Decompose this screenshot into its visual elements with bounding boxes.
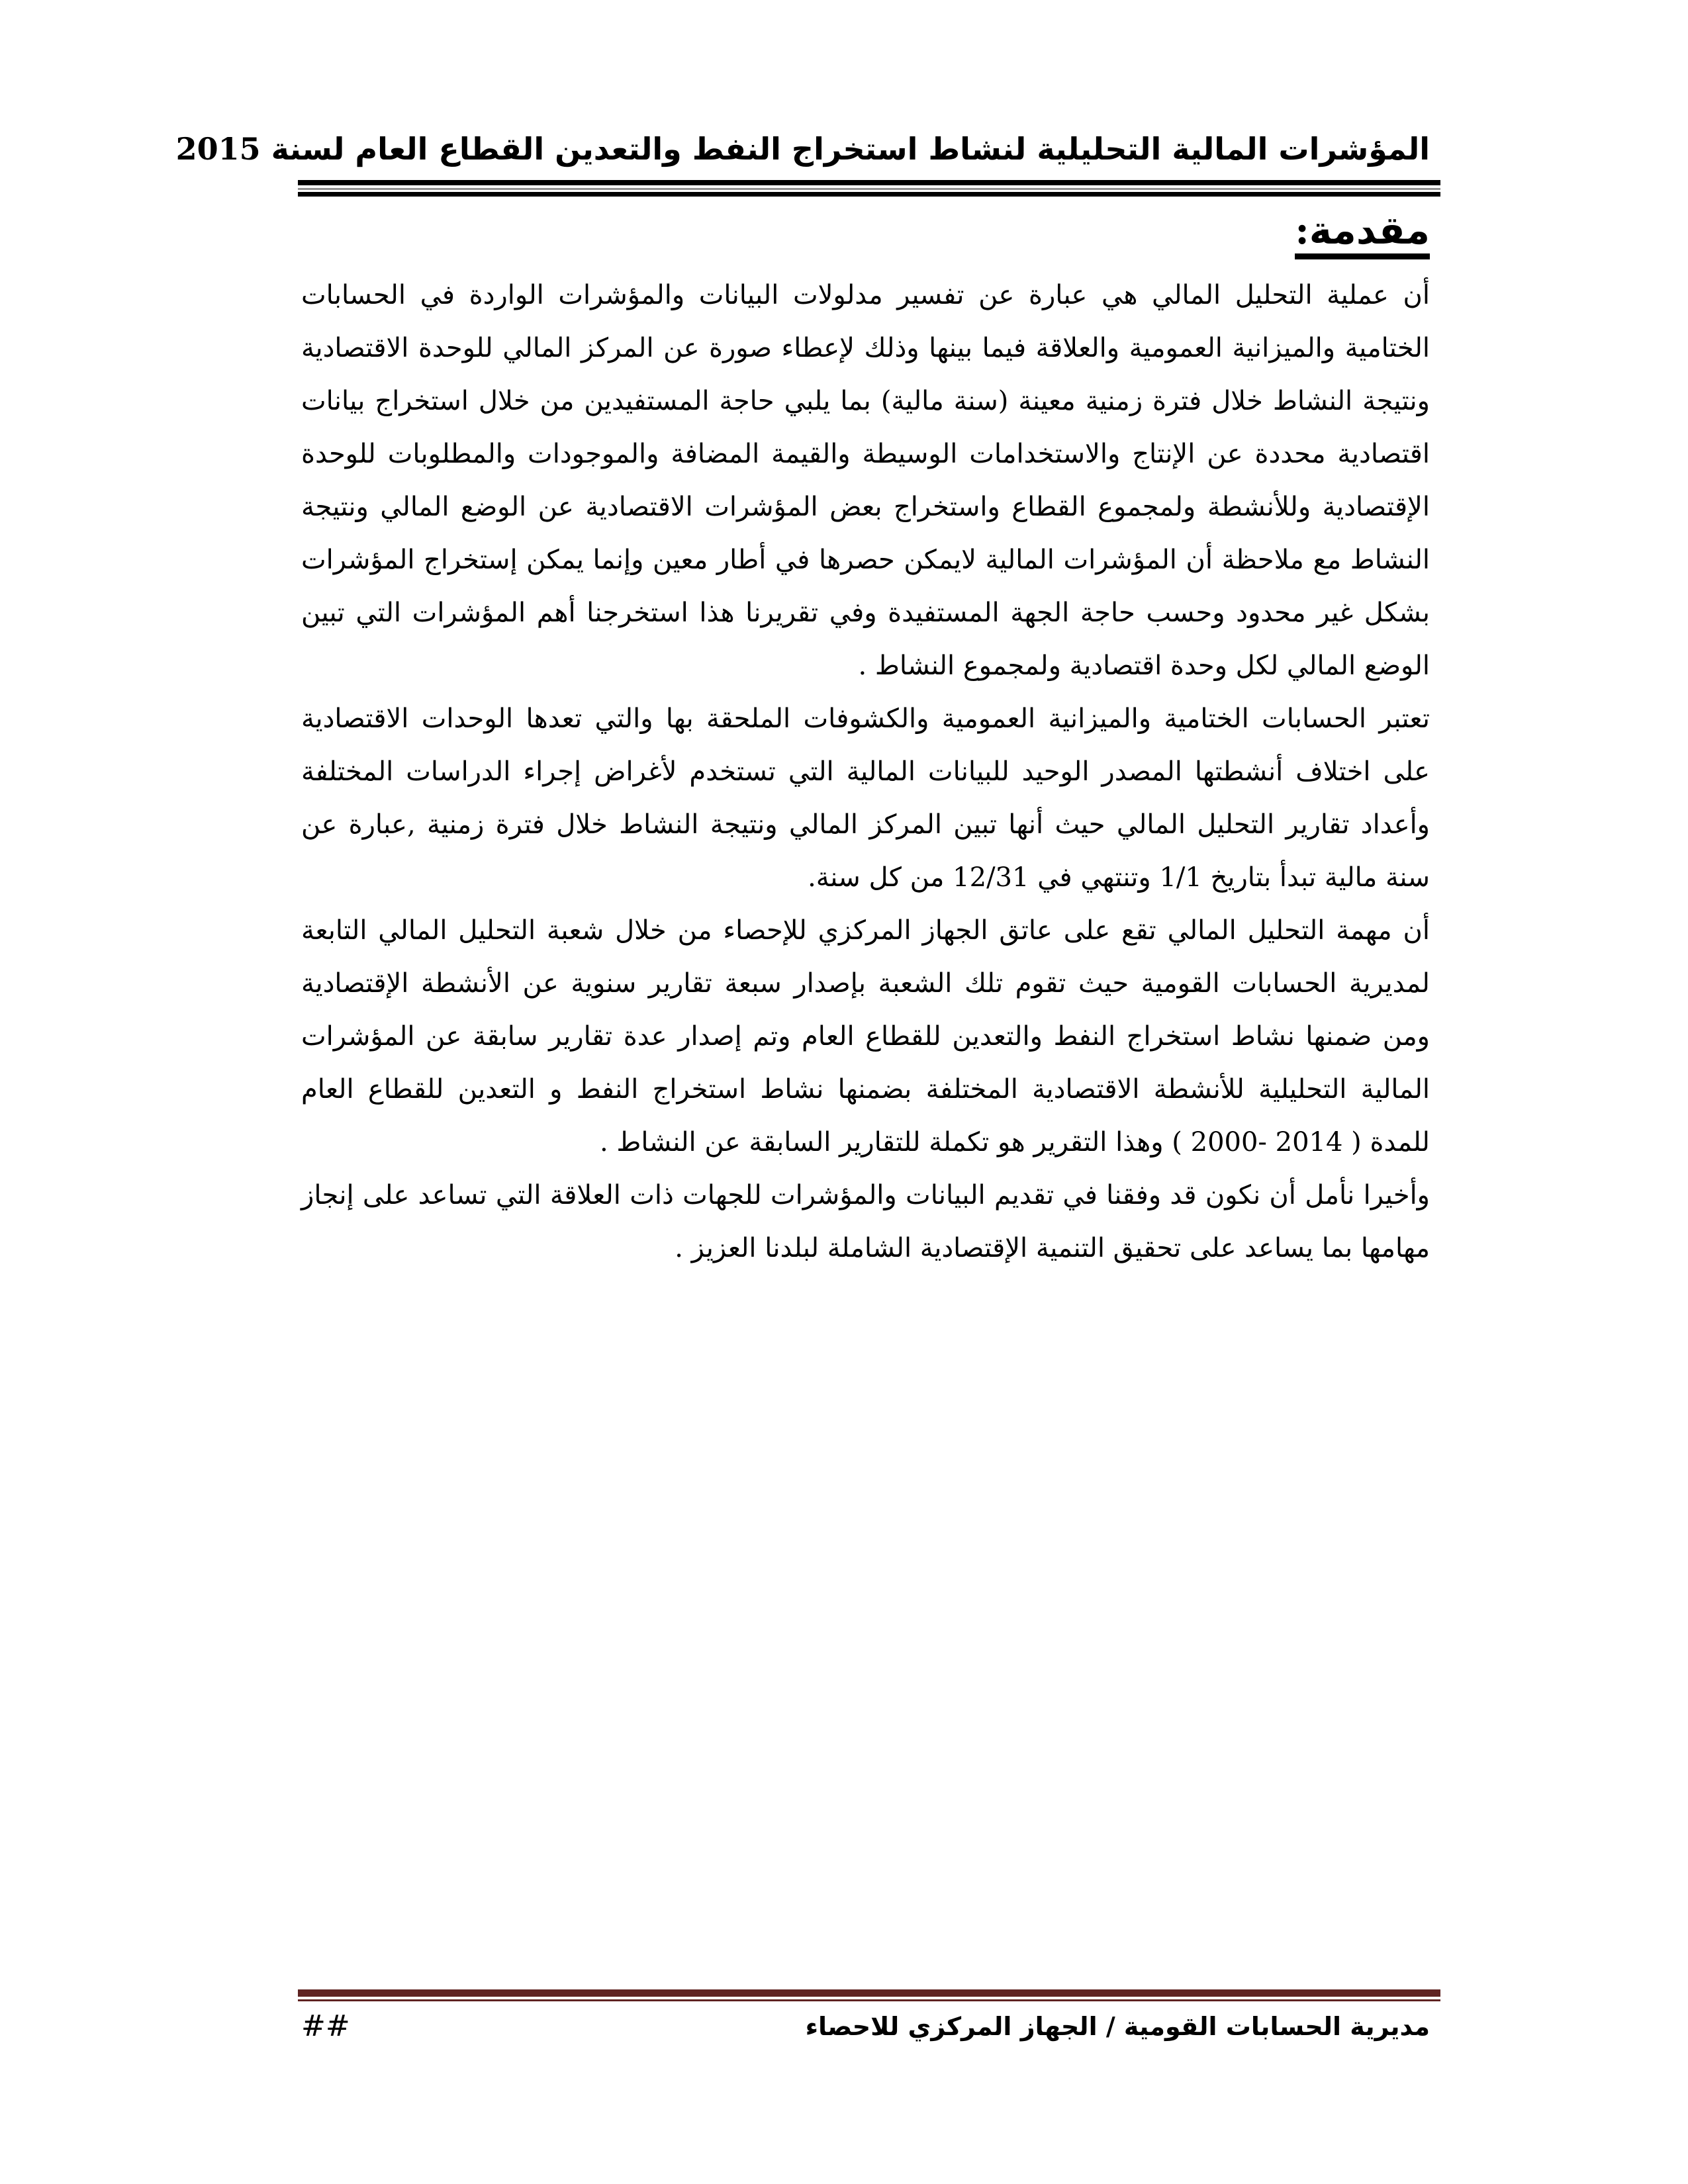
intro-paragraph-4: وأخيرا نأمل أن نكون قد وفقنا في تقديم البيانات والمؤشرات للجهات ذات العلاقة التي تساعد على إنجاز مهامها بما يساعد على تحقيق التنمية الإقتصادية الشاملة لبلدنا العزيز . <box>301 1180 1430 1263</box>
intro-paragraph-3: أن مهمة التحليل المالي تقع على عاتق الجهاز المركزي للإحصاء من خلال شعبة التحليل المالي التابعة لمديرية الحسابات القومية حيث تقوم تلك الشعبة بإصدار سبعة تقارير سنوية عن الأنشطة الإقتصادية ومن ضمنها نشاط استخراج النفط والتعدين للقطاع العام وتم إصدار عدة تقارير سابقة عن المؤشرات المالية التحليلية للأنشطة الاقتصادية المختلفة بضمنها نشاط استخراج النفط و التعدين للقطاع العام للمدة ( ⁦2000- 2014⁩ ) وهذا التقرير هو تكملة للتقارير السابقة عن النشاط . <box>301 915 1430 1158</box>
header-rule <box>298 180 1440 197</box>
document-body <box>301 209 1430 1275</box>
footer-rule <box>298 1989 1440 2001</box>
header-rule-top-line <box>298 180 1440 185</box>
section-title-text: مقدمة: <box>1295 209 1430 259</box>
header-rule-middle-line <box>298 188 1440 190</box>
intro-paragraph-2: تعتبر الحسابات الختامية والميزانية العمومية والكشوفات الملحقة بها والتي تعدها الوحدات الاقتصادية على اختلاف أنشطتها المصدر الوحيد للبيانات المالية التي تستخدم لأغراض إجراء الدراسات المختلفة وأعداد تقارير التحليل المالي حيث أنها تبين المركز المالي ونتيجة النشاط خلال فترة زمنية ,عبارة عن سنة مالية تبدأ بتاريخ 1/1 وتنتهي في 12/31 من كل سنة. <box>301 704 1430 893</box>
header-rule-bottom-line <box>298 192 1440 197</box>
page-footer <box>301 2009 1430 2044</box>
footer-department: مديرية الحسابات القومية / الجهاز المركزي للاحصاء <box>805 2011 1430 2041</box>
intro-paragraph-1: أن عملية التحليل المالي هي عبارة عن تفسير مدلولات البيانات والمؤشرات الواردة في الحسابات الختامية والميزانية العمومية والعلاقة فيما بينها وذلك لإعطاء صورة عن المركز المالي للوحدة الاقتصادية ونتيجة النشاط خلال فترة زمنية معينة (سنة مالية) بما يلبي حاجة المستفيدين من خلال استخراج بيانات اقتصادية محددة عن الإنتاج والاستخدامات الوسيطة والقيمة المضافة والموجودات والمطلوبات للوحدة الإقتصادية وللأنشطة ولمجموع القطاع واستخراج بعض المؤشرات الاقتصادية عن الوضع المالي ونتيجة النشاط مع ملاحظة أن المؤشرات المالية لايمكن حصرها في أطار معين وإنما يمكن إستخراج المؤشرات بشكل غير محدود وحسب حاجة الجهة المستفيدة وفي تقريرنا هذا استخرجنا أهم المؤشرات التي تبين الوضع المالي لكل وحدة اقتصادية ولمجموع النشاط . <box>301 280 1430 681</box>
footer-rule-thin-line <box>298 1999 1440 2001</box>
section-title <box>301 209 1430 259</box>
footer-rule-thick-line <box>298 1989 1440 1997</box>
page-number-marker: ## <box>301 2009 350 2043</box>
header-title: المؤشرات المالية التحليلية لنشاط استخراج النفط والتعدين القطاع العام لسنة 2015 <box>175 131 1430 167</box>
